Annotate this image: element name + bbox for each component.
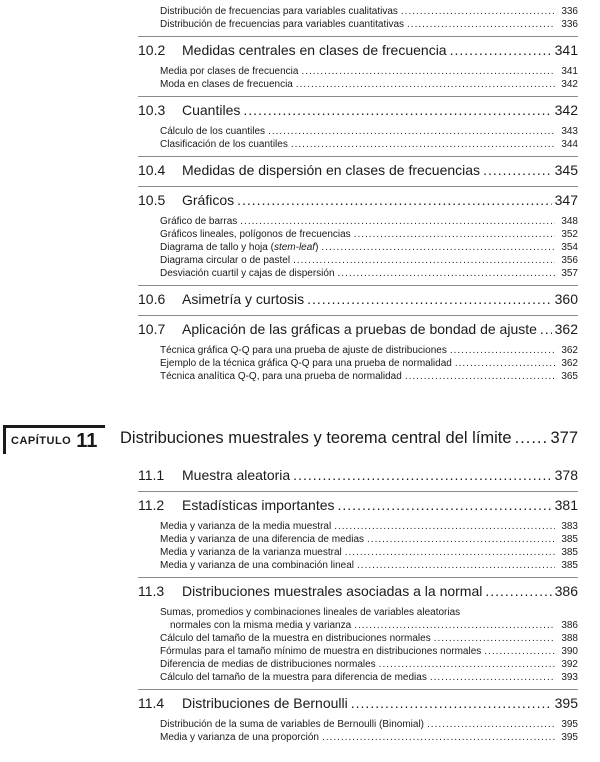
toc-section-line	[138, 467, 578, 483]
subentry-page: 383	[561, 521, 578, 532]
toc-subentry-line	[160, 646, 578, 657]
toc-subentry	[0, 229, 600, 242]
chapter-number: 11	[76, 429, 98, 452]
section-title: Medidas de dispersión en clases de frecuencias	[182, 162, 481, 178]
subentry-page: 386	[561, 620, 578, 631]
section-title: Aplicación de las gráficas a pruebas de bondad de ajuste	[182, 321, 537, 337]
chapter-11-heading	[0, 423, 600, 457]
section-page: 362	[554, 321, 578, 337]
leader-dots	[301, 66, 555, 77]
section-title: Gráficos	[182, 192, 235, 208]
section-title: Distribuciones de Bernoulli	[182, 695, 348, 711]
subentry-text: Desviación cuartil y cajas de dispersión	[160, 268, 335, 279]
section-number: 10.6	[138, 291, 166, 307]
subentry-page: 395	[561, 719, 578, 730]
subentry-text-after: )	[315, 242, 319, 253]
subentry-page: 362	[561, 358, 578, 369]
leader-dots	[434, 633, 555, 644]
subentry-page: 385	[561, 534, 578, 545]
subentry-text: Técnica gráfica Q-Q para una prueba de ajuste de distribuciones	[160, 345, 447, 356]
toc-subentry-line	[160, 659, 578, 670]
subentry-text: Distribución de la suma de variables de Bernoulli (Binomial)	[160, 719, 425, 730]
subentry-page: 388	[561, 633, 578, 644]
leader-dots	[338, 497, 552, 513]
toc-subentry	[0, 345, 600, 358]
section-spacer	[0, 384, 600, 388]
subentry-page: 352	[561, 229, 578, 240]
toc-section-line	[138, 102, 578, 118]
section-number: 11.1	[138, 467, 165, 483]
toc-section-10-4	[0, 156, 600, 186]
toc-subentry-line	[160, 719, 578, 730]
leader-dots	[321, 242, 555, 253]
subentry-page: 390	[561, 646, 578, 657]
toc-subentry	[0, 607, 600, 620]
leader-dots	[430, 672, 555, 683]
subentry-text: Media por clases de frecuencia	[160, 66, 299, 77]
toc-section-11-4	[0, 689, 600, 719]
toc-subentry-line	[160, 126, 578, 137]
subentry-page: 395	[561, 732, 578, 743]
subentry-text: Diferencia de medias de distribuciones normales	[160, 659, 376, 670]
toc-subentry	[0, 358, 600, 371]
subentry-text: Cálculo del tamaño de la muestra para diferencia de medias	[160, 672, 427, 683]
toc-subentry	[0, 6, 600, 19]
leader-dots	[379, 659, 555, 670]
subentry-page: 343	[561, 126, 578, 137]
section-number: 11.4	[138, 695, 165, 711]
subentry-text: Clasificación de los cuantiles	[160, 139, 288, 150]
toc-subentry	[0, 371, 600, 384]
subentry-text: Ejemplo de la técnica gráfica Q-Q para una prueba de normalidad	[160, 358, 452, 369]
leader-dots	[338, 268, 555, 279]
toc-subentry-line	[160, 620, 578, 631]
toc-subentry-line	[160, 66, 578, 77]
subentry-italic-text: stem-leaf	[273, 242, 316, 253]
section-page: 345	[554, 162, 578, 178]
toc-subentry	[0, 268, 600, 281]
subentry-text: Gráfico de barras	[160, 216, 238, 227]
toc-subentry	[0, 66, 600, 79]
leader-dots	[334, 521, 555, 532]
toc-section-10-6	[0, 285, 600, 315]
section-page: 341	[554, 42, 578, 58]
toc-section-line	[138, 291, 578, 307]
subentry-text: normales con la misma media y varianza	[170, 620, 352, 631]
subentry-text: Diagrama de tallo y hoja (	[160, 242, 274, 253]
subentry-page: 385	[561, 547, 578, 558]
section-divider	[138, 186, 578, 187]
toc-subentry	[0, 216, 600, 229]
toc-subentry-line	[160, 547, 578, 558]
section-divider	[138, 285, 578, 286]
leader-dots	[291, 139, 555, 150]
leader-dots	[427, 719, 555, 730]
leader-dots	[405, 371, 555, 382]
subentry-text: Moda en clases de frecuencia	[160, 79, 293, 90]
toc-subentry-line	[160, 268, 578, 279]
toc-subentry-line	[160, 534, 578, 545]
chapter-page: 377	[550, 429, 578, 447]
section-page: 347	[554, 192, 578, 208]
section-number: 10.7	[138, 321, 166, 337]
toc-section-11-1	[0, 461, 600, 491]
subentry-page: 341	[561, 66, 578, 77]
subentry-page: 354	[561, 242, 578, 253]
section-number: 10.4	[138, 162, 166, 178]
leader-dots	[354, 620, 555, 631]
toc-section-10-7	[0, 315, 600, 345]
toc-subentry	[0, 560, 600, 573]
toc-subentry-line	[160, 633, 578, 644]
section-spacer	[0, 745, 600, 749]
subentry-page: 357	[561, 268, 578, 279]
toc-subentry-line	[160, 6, 578, 17]
leader-dots	[268, 126, 555, 137]
leader-dots	[322, 732, 555, 743]
section-page: 395	[554, 695, 578, 711]
subentry-page: 392	[561, 659, 578, 670]
leader-dots	[354, 229, 555, 240]
leader-dots	[307, 291, 552, 307]
toc-section-11-3	[0, 577, 600, 607]
section-title: Cuantiles	[182, 102, 241, 118]
section-page: 386	[554, 583, 578, 599]
leader-dots	[237, 192, 552, 208]
chapter-title-line	[120, 429, 578, 448]
section-divider	[138, 315, 578, 316]
toc-subentry-line	[160, 521, 578, 532]
leader-dots	[401, 6, 555, 17]
toc-subentry-line	[160, 19, 578, 30]
toc-subentry-line	[160, 79, 578, 90]
toc-section-line	[138, 42, 578, 58]
toc-subentry-line	[160, 732, 578, 743]
leader-dots	[293, 255, 555, 266]
toc-section-11-2	[0, 491, 600, 521]
toc-subentry-line	[160, 607, 578, 618]
toc-section-10-2	[0, 36, 600, 66]
leader-dots	[515, 429, 548, 448]
toc-section-line	[138, 497, 578, 513]
subentry-text: Distribución de frecuencias para variables cualitativas	[160, 6, 398, 17]
leader-dots	[243, 102, 551, 118]
section-divider	[138, 491, 578, 492]
toc-subentry-line	[160, 345, 578, 356]
toc-subentry	[0, 255, 600, 268]
leader-dots	[450, 345, 555, 356]
leader-dots	[484, 646, 555, 657]
toc-subentry-line	[160, 672, 578, 683]
toc-subentry	[0, 521, 600, 534]
subentry-page: 393	[561, 672, 578, 683]
section-page: 378	[554, 467, 578, 483]
subentry-page: 348	[561, 216, 578, 227]
subentry-text: Media y varianza de la varianza muestral	[160, 547, 342, 558]
toc-subentry	[0, 620, 600, 633]
section-title: Muestra aleatoria	[182, 467, 291, 483]
section-divider	[138, 36, 578, 37]
section-divider	[138, 156, 578, 157]
toc-subentry	[0, 139, 600, 152]
toc-subentry	[0, 534, 600, 547]
toc-subentry-line	[160, 216, 578, 227]
chapter-label: CAPÍTULO	[11, 435, 72, 447]
toc-section-line	[138, 192, 578, 208]
subentry-page: 336	[561, 6, 578, 17]
section-page: 360	[554, 291, 578, 307]
toc-subentry	[0, 633, 600, 646]
subentry-text: Cálculo del tamaño de la muestra en distribuciones normales	[160, 633, 431, 644]
leader-dots	[296, 79, 555, 90]
subentry-page: 385	[561, 560, 578, 571]
toc-subentry	[0, 547, 600, 560]
section-number: 10.3	[138, 102, 166, 118]
subentry-text: Sumas, promedios y combinaciones lineales de variables aleatorias	[160, 607, 461, 618]
toc-subentry	[0, 79, 600, 92]
subentry-text: Media y varianza de una combinación lineal	[160, 560, 355, 571]
section-title: Asimetría y curtosis	[182, 291, 305, 307]
leader-dots	[351, 695, 552, 711]
subentry-text: Gráficos lineales, polígonos de frecuencias	[160, 229, 351, 240]
leader-dots	[485, 583, 551, 599]
subentry-page: 362	[561, 345, 578, 356]
leader-dots	[540, 321, 552, 337]
toc-subentry	[0, 719, 600, 732]
leader-dots	[407, 19, 555, 30]
leader-dots	[357, 560, 555, 571]
subentry-page: 356	[561, 255, 578, 266]
section-number: 11.2	[138, 497, 165, 513]
toc-section-line	[138, 583, 578, 599]
toc-section-10-3	[0, 96, 600, 126]
toc-subentry	[0, 242, 600, 255]
toc-section-line	[138, 162, 578, 178]
toc-subentry	[0, 732, 600, 745]
toc-subentry	[0, 659, 600, 672]
chapter-title: Distribuciones muestrales y teorema central del límite	[120, 429, 512, 447]
leader-dots	[367, 534, 555, 545]
toc-chapter-10-continued	[0, 6, 600, 388]
section-number: 10.5	[138, 192, 166, 208]
toc-subentry-line	[160, 139, 578, 150]
leader-dots	[345, 547, 555, 558]
section-title: Medidas centrales en clases de frecuencia	[182, 42, 447, 58]
toc-subentry	[0, 672, 600, 685]
subentry-page: 344	[561, 139, 578, 150]
toc-section-line	[138, 695, 578, 711]
toc-subentry-line	[160, 560, 578, 571]
chapter-badge	[3, 425, 105, 454]
toc-subentry-line	[160, 229, 578, 240]
section-divider	[138, 96, 578, 97]
leader-dots	[455, 358, 555, 369]
subentry-text: Cálculo de los cuantiles	[160, 126, 266, 137]
toc-section-line	[138, 321, 578, 337]
section-page: 342	[554, 102, 578, 118]
toc-subentry	[0, 126, 600, 139]
section-page: 381	[554, 497, 578, 513]
section-number: 11.3	[138, 583, 165, 599]
subentry-page: 365	[561, 371, 578, 382]
subentry-page: 342	[561, 79, 578, 90]
subentry-text: Media y varianza de una diferencia de medias	[160, 534, 365, 545]
section-divider	[138, 689, 578, 690]
toc-subentry-line	[160, 242, 578, 253]
toc-subentry-line	[160, 371, 578, 382]
leader-dots	[240, 216, 555, 227]
subentry-text: Técnica analítica Q-Q, para una prueba de normalidad	[160, 371, 402, 382]
section-title: Estadísticas importantes	[182, 497, 335, 513]
toc-subentry-line	[160, 255, 578, 266]
subentry-text: Fórmulas para el tamaño mínimo de muestra en distribuciones normales	[160, 646, 482, 657]
subentry-text: Media y varianza de una proporción	[160, 732, 319, 743]
subentry-text: Distribución de frecuencias para variables cuantitativas	[160, 19, 405, 30]
toc-section-10-5	[0, 186, 600, 216]
leader-dots	[483, 162, 552, 178]
leader-dots	[450, 42, 552, 58]
section-divider	[138, 577, 578, 578]
subentry-page: 336	[561, 19, 578, 30]
subentry-text: Media y varianza de la media muestral	[160, 521, 332, 532]
leader-dots	[293, 467, 551, 483]
toc-subentry-line	[160, 358, 578, 369]
section-number: 10.2	[138, 42, 166, 58]
toc-chapter-11	[0, 461, 600, 749]
toc-subentry	[0, 19, 600, 32]
subentry-text: Diagrama circular o de pastel	[160, 255, 291, 266]
section-title: Distribuciones muestrales asociadas a la normal	[182, 583, 483, 599]
toc-subentry	[0, 646, 600, 659]
